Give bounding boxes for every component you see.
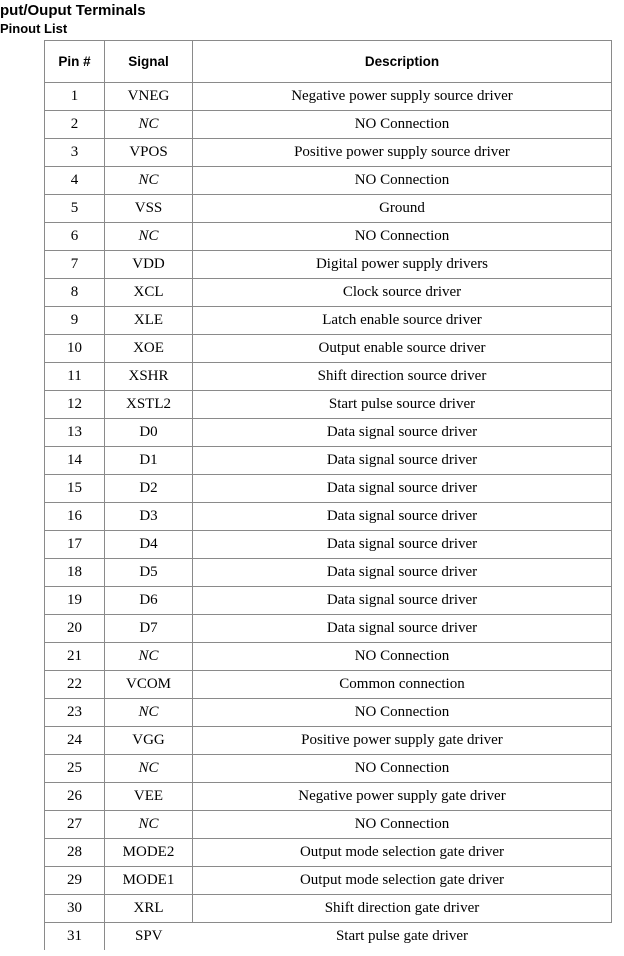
signal-cell: VDD	[105, 251, 193, 279]
signal-cell: D0	[105, 419, 193, 447]
description-cell: Positive power supply gate driver	[193, 727, 612, 755]
pin-number-cell: 3	[45, 139, 105, 167]
signal-cell: NC	[105, 699, 193, 727]
pin-number-cell: 28	[45, 839, 105, 867]
signal-cell: NC	[105, 223, 193, 251]
table-row	[45, 895, 612, 923]
pin-number-cell: 4	[45, 167, 105, 195]
table-row	[45, 307, 612, 335]
signal-cell: D2	[105, 475, 193, 503]
pin-number-cell: 6	[45, 223, 105, 251]
table-row	[45, 559, 612, 587]
signal-cell: VEE	[105, 783, 193, 811]
description-cell: NO Connection	[193, 111, 612, 139]
pin-number-cell: 22	[45, 671, 105, 699]
table-row	[45, 419, 612, 447]
signal-cell: D3	[105, 503, 193, 531]
description-cell: NO Connection	[193, 755, 612, 783]
table-row	[45, 111, 612, 139]
signal-cell: VSS	[105, 195, 193, 223]
table-row	[45, 363, 612, 391]
signal-cell: SPV	[105, 923, 193, 951]
signal-cell: VNEG	[105, 83, 193, 111]
description-cell: Output enable source driver	[193, 335, 612, 363]
table-row	[45, 755, 612, 783]
signal-cell: MODE2	[105, 839, 193, 867]
header-description: Description	[193, 41, 612, 83]
pin-number-cell: 13	[45, 419, 105, 447]
pinout-table	[44, 40, 612, 950]
table-row	[45, 643, 612, 671]
table-row	[45, 139, 612, 167]
description-cell: Data signal source driver	[193, 531, 612, 559]
description-cell: Shift direction gate driver	[193, 895, 612, 923]
signal-cell: VPOS	[105, 139, 193, 167]
description-cell: Data signal source driver	[193, 475, 612, 503]
signal-cell: XSTL2	[105, 391, 193, 419]
table-row	[45, 335, 612, 363]
table-row	[45, 615, 612, 643]
section-subheading: Pinout List	[0, 21, 68, 36]
table-row	[45, 223, 612, 251]
signal-cell: VGG	[105, 727, 193, 755]
table-body	[45, 83, 612, 951]
signal-cell: D4	[105, 531, 193, 559]
description-cell: Start pulse source driver	[193, 391, 612, 419]
description-cell: Data signal source driver	[193, 419, 612, 447]
description-cell: NO Connection	[193, 167, 612, 195]
pin-number-cell: 1	[45, 83, 105, 111]
description-cell: Data signal source driver	[193, 615, 612, 643]
pin-number-cell: 18	[45, 559, 105, 587]
table-row	[45, 195, 612, 223]
signal-cell: VCOM	[105, 671, 193, 699]
table-row	[45, 587, 612, 615]
table-row	[45, 699, 612, 727]
pin-number-cell: 25	[45, 755, 105, 783]
description-cell: Shift direction source driver	[193, 363, 612, 391]
description-cell: Common connection	[193, 671, 612, 699]
description-cell: NO Connection	[193, 811, 612, 839]
description-cell: Clock source driver	[193, 279, 612, 307]
signal-cell: D1	[105, 447, 193, 475]
pin-number-cell: 19	[45, 587, 105, 615]
signal-cell: D7	[105, 615, 193, 643]
pin-number-cell: 10	[45, 335, 105, 363]
pin-number-cell: 9	[45, 307, 105, 335]
section-heading: put/Ouput Terminals	[0, 2, 146, 19]
pin-number-cell: 12	[45, 391, 105, 419]
signal-cell: MODE1	[105, 867, 193, 895]
description-cell: Output mode selection gate driver	[193, 839, 612, 867]
signal-cell: NC	[105, 111, 193, 139]
table-row	[45, 531, 612, 559]
table-row	[45, 783, 612, 811]
description-cell: Data signal source driver	[193, 587, 612, 615]
pin-number-cell: 15	[45, 475, 105, 503]
table-row	[45, 475, 612, 503]
description-cell: Negative power supply gate driver	[193, 783, 612, 811]
pin-number-cell: 20	[45, 615, 105, 643]
signal-cell: XSHR	[105, 363, 193, 391]
signal-cell: D6	[105, 587, 193, 615]
pin-number-cell: 8	[45, 279, 105, 307]
pin-number-cell: 5	[45, 195, 105, 223]
signal-cell: XLE	[105, 307, 193, 335]
description-cell: Data signal source driver	[193, 447, 612, 475]
signal-cell: XOE	[105, 335, 193, 363]
table-row	[45, 727, 612, 755]
signal-cell: XRL	[105, 895, 193, 923]
description-cell: Start pulse gate driver	[335, 928, 469, 944]
pin-number-cell: 31	[45, 923, 105, 951]
table-row	[45, 839, 612, 867]
pin-number-cell: 7	[45, 251, 105, 279]
signal-cell: XCL	[105, 279, 193, 307]
table-row	[45, 923, 612, 951]
description-cell: Output mode selection gate driver	[193, 867, 612, 895]
description-cell: NO Connection	[193, 699, 612, 727]
table-row	[45, 391, 612, 419]
description-cell: Data signal source driver	[193, 503, 612, 531]
pin-number-cell: 16	[45, 503, 105, 531]
table-row	[45, 867, 612, 895]
signal-cell: NC	[105, 811, 193, 839]
description-cell: Positive power supply source driver	[193, 139, 612, 167]
description-cell: NO Connection	[193, 643, 612, 671]
pin-number-cell: 30	[45, 895, 105, 923]
table-row	[45, 167, 612, 195]
description-cell: Digital power supply drivers	[193, 251, 612, 279]
table-header-row	[45, 41, 612, 83]
signal-cell: NC	[105, 167, 193, 195]
pin-number-cell: 29	[45, 867, 105, 895]
signal-cell: D5	[105, 559, 193, 587]
header-pin: Pin #	[45, 41, 105, 83]
pin-number-cell: 2	[45, 111, 105, 139]
table-row	[45, 447, 612, 475]
description-cell: Negative power supply source driver	[193, 83, 612, 111]
signal-cell: NC	[105, 755, 193, 783]
header-signal: Signal	[105, 41, 193, 83]
pin-number-cell: 27	[45, 811, 105, 839]
description-cell: Data signal source driver	[193, 559, 612, 587]
table-row	[45, 83, 612, 111]
pin-number-cell: 17	[45, 531, 105, 559]
table-row	[45, 251, 612, 279]
pin-number-cell: 24	[45, 727, 105, 755]
description-cell: Ground	[193, 195, 612, 223]
pin-number-cell: 11	[45, 363, 105, 391]
table-row	[45, 279, 612, 307]
pin-number-cell: 26	[45, 783, 105, 811]
pin-number-cell: 23	[45, 699, 105, 727]
description-cell: Latch enable source driver	[193, 307, 612, 335]
pin-number-cell: 14	[45, 447, 105, 475]
signal-cell: NC	[105, 643, 193, 671]
table-row	[45, 503, 612, 531]
table-row	[45, 671, 612, 699]
pin-number-cell: 21	[45, 643, 105, 671]
description-cell: NO Connection	[193, 223, 612, 251]
table-row	[45, 811, 612, 839]
